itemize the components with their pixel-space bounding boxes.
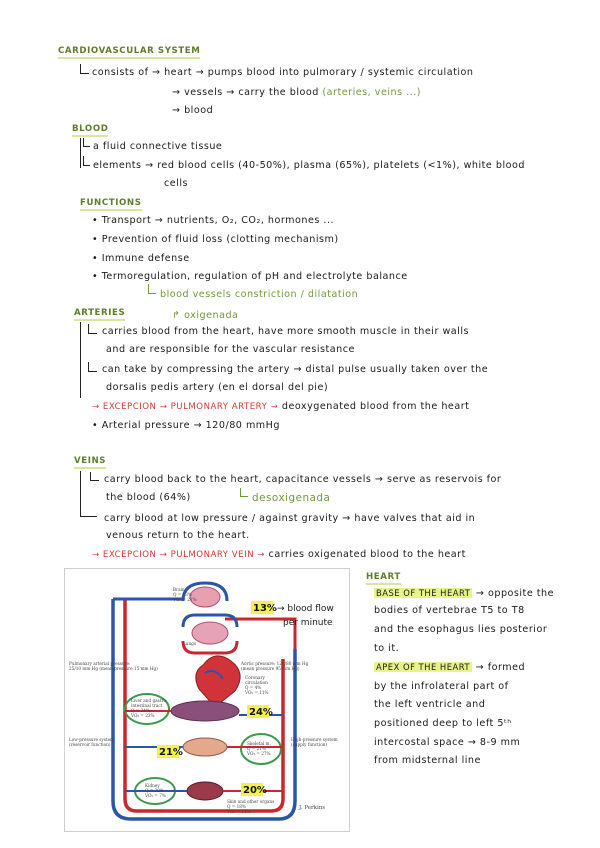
veins-line-4: venous return to the heart. [106, 530, 250, 541]
tree-connector [88, 362, 97, 372]
tree-connector [83, 138, 90, 147]
heart-apex-text: → formed [475, 662, 526, 673]
lbl-high2: (supply function) [291, 742, 328, 747]
heart-apex-line-3: the left ventricle and [374, 699, 486, 710]
heart-base-line-1 [374, 587, 554, 600]
lbl-low: Low-pressure system [69, 737, 115, 742]
lbl-skin: Skin and other organs [227, 799, 275, 804]
lbl-skin-vo2: VO₂ = 11% [227, 809, 251, 814]
heart-apex-line-5: intercostal space → 8-9 mm [374, 737, 521, 748]
lbl-skin-q: Q = 18% [227, 804, 246, 809]
functions-heading: FUNCTIONS [80, 198, 142, 211]
lbl-kidney-vo2: VO₂ = 7% [145, 793, 166, 798]
tree-connector [88, 324, 97, 334]
arteries-exception-label: → EXCEPCION → PULMONARY ARTERY → [92, 402, 279, 412]
lbl-pap: Pulmonary arterial pressure: [69, 661, 131, 666]
cardio-line-3: → blood [172, 105, 214, 116]
lbl-liver-vo2: VO₂ = 23% [131, 713, 155, 718]
arteries-note: ↱ oxigenada [172, 310, 239, 321]
heart-apex-line-6: from midsternal line [374, 755, 481, 766]
lbl-coronary-q: Q = 4% [245, 685, 262, 690]
arteries-line-2: and are responsible for the vascular resistance [106, 344, 355, 355]
heart-base-text: → opposite the [475, 588, 555, 599]
lbl-liver: Liver and gastro- [131, 698, 168, 703]
lbl-liver-q: Q = 24% [131, 708, 150, 713]
lbl-skeletal-vo2: VO₂ = 27% [247, 751, 271, 756]
cardio-vessels-text: → vessels → carry the blood [172, 87, 319, 98]
lungs [192, 622, 228, 644]
veins-line-3: carry blood at low pressure / against gravity → have valves that aid in [104, 513, 476, 524]
tree-connector [240, 488, 248, 497]
pct-liver: 24% [249, 707, 273, 718]
heart-apex-line-2: by the infrolateral part of [374, 681, 509, 692]
arteries-heading: ARTERIES [74, 308, 125, 321]
cardio-line-1: consists of → heart → pumps blood into pulmorary / systemic circulation [92, 67, 474, 78]
lbl-lungs: Lungs [183, 641, 197, 646]
heart [196, 656, 240, 707]
function-item: • Prevention of fluid loss (clotting mechanism) [92, 234, 339, 245]
lbl-low2: (reservoir function) [69, 742, 111, 747]
lbl-coronary: Coronary [245, 675, 265, 680]
lbl-aortic: Aortic pressure: 120/80 mm Hg [241, 661, 309, 666]
arteries-line-3: can take by compressing the artery → distal pulse usually taken over the [102, 364, 489, 375]
arteries-line-4: dorsalis pedis artery (en el dorsal del pie) [106, 382, 329, 393]
lbl-brain-vo2: VO₂ = 21% [173, 597, 197, 602]
heart-base-line-4: to it. [374, 643, 400, 654]
lbl-pap2: 25/10 mm Hg (mean pressure 15 mm Hg) [69, 666, 158, 671]
heart-base-label: BASE OF THE HEART [376, 588, 471, 598]
lbl-coronary-vo2: VO₂ = 11% [245, 690, 269, 695]
lbl-brain-q: Q = 13% [173, 592, 192, 597]
veins-line-2: the blood (64%) [106, 492, 191, 503]
lbl-kidney: Kidney [145, 783, 160, 788]
blood-line-2: elements → red blood cells (40-50%), plasma (65%), platelets (<1%), white blood [93, 160, 525, 171]
fig-note-line-2: per minute [283, 618, 333, 628]
fig-note-line-1: → blood flow [277, 604, 334, 614]
blood-line-1: a fluid connective tissue [93, 141, 223, 152]
circulation-figure [64, 568, 350, 832]
veins-line-1: carry blood back to the heart, capacitance vessels → serve as reservois for [104, 474, 502, 485]
lbl-liver2: intestinal tract [131, 703, 163, 708]
cardio-heading: CARDIOVASCULAR SYSTEM [58, 46, 200, 59]
lbl-author: J. Perkins [299, 805, 326, 811]
tree-connector [80, 510, 97, 517]
heart-apex-line-4: positioned deep to left 5ᵗʰ [374, 718, 512, 729]
blood-heading: BLOOD [72, 124, 108, 137]
lbl-coronary2: circulation [245, 680, 268, 685]
lbl-skeletal: Skeletal m. [247, 741, 271, 746]
lbl-kidney-q: Q = 20% [145, 788, 164, 793]
tree-connector [90, 472, 99, 481]
arteries-exception [92, 401, 469, 413]
skeletal-muscle [183, 738, 227, 756]
cardio-vessels-note: (arteries, veins ...) [322, 87, 422, 98]
arteries-exception-text: deoxygenated blood from the heart [281, 401, 470, 412]
veins-exception [92, 549, 466, 561]
arteries-note-text: oxigenada [184, 310, 239, 321]
pct-skeletal: 21% [159, 747, 183, 758]
tree-connector [80, 322, 81, 398]
heart-heading: HEART [366, 572, 401, 585]
kidneys [187, 782, 223, 800]
tree-connector [80, 138, 81, 168]
heart-apex-label: APEX OF THE HEART [376, 662, 471, 672]
circulation-diagram [65, 569, 349, 831]
heart-base-line-2: bodies of vertebrae T5 to T8 [374, 605, 525, 616]
function-item: • Termoregulation, regulation of pH and electrolyte balance [92, 271, 408, 282]
heart-apex-line-1 [374, 661, 525, 674]
lbl-brain: Brain [173, 587, 185, 592]
tree-connector [148, 284, 156, 294]
veins-exception-label: → EXCEPCION → PULMONARY VEIN → [92, 550, 265, 560]
arterial-pressure: • Arterial pressure → 120/80 mmHg [92, 420, 280, 431]
veins-heading: VEINS [74, 456, 106, 469]
pct-brain: 13% [253, 603, 277, 614]
lbl-skeletal-q: Q = 21% [247, 746, 266, 751]
pct-kidney: 20% [243, 785, 267, 796]
tree-connector [83, 156, 90, 166]
cardio-line-2 [172, 87, 421, 99]
liver [171, 701, 239, 721]
tree-connector [80, 64, 89, 74]
functions-sub: blood vessels constriction / dilatation [160, 289, 359, 300]
veins-note: desoxigenada [252, 492, 331, 504]
heart-base-line-3: and the esophagus lies posterior [374, 624, 548, 635]
function-item: • Immune defense [92, 253, 190, 264]
lbl-high: High-pressure system [291, 737, 338, 742]
lbl-aortic2: (mean pressure 95 mm Hg) [241, 666, 300, 671]
blood-line-3: cells [164, 178, 189, 189]
veins-exception-text: carries oxigenated blood to the heart [268, 549, 466, 560]
function-item: • Transport → nutrients, O₂, CO₂, hormones ... [92, 215, 335, 226]
arteries-line-1: carries blood from the heart, have more smooth muscle in their walls [102, 326, 469, 337]
